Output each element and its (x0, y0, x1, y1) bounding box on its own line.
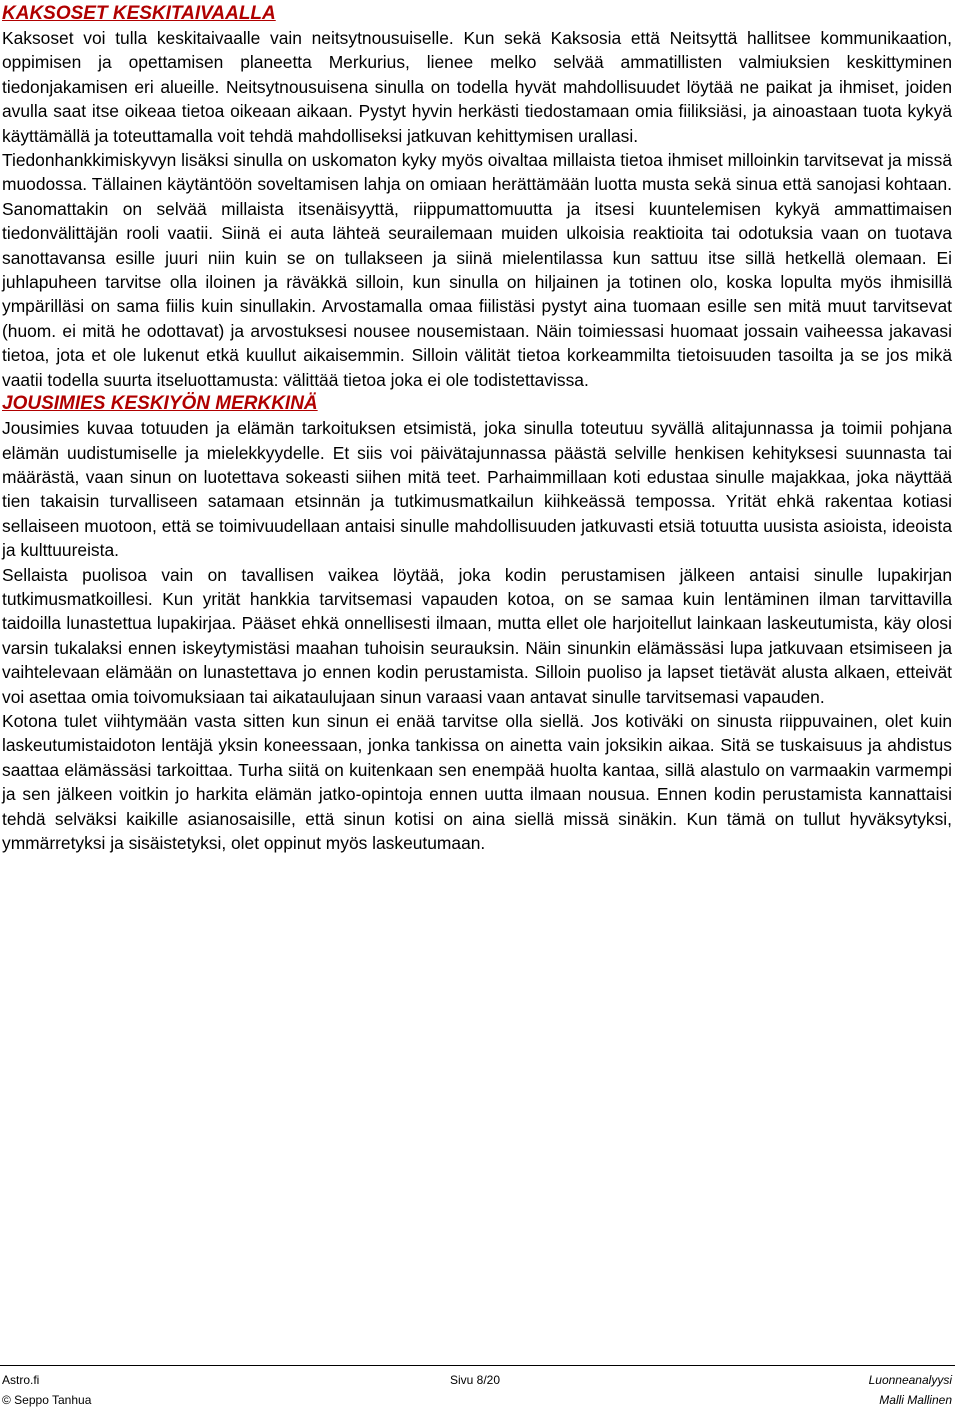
paragraph: Tiedonhankkimiskyvyn lisäksi sinulla on uskomaton kyky myös oivaltaa millaista tietoa ihmiset milloinkin tarvitsevat ja missä muodossa. Tällainen käytäntöön soveltamisen lahja on omiaan herättämään luotta musta sekä sinua että sanojasi kohtaan. Sanomattakin on selvää millaista itsenäisyyttä, riippumattomuutta ja itsesi kuuntelemisen kykyä ammattimaisen tiedonvälittäjän rooli vaatii. Siinä ei auta lähteä seurailemaan muiden ulkoisia reaktioita tai odotuksia vaan on tuotava sanottavansa esille juuri niin kuin se on tullakseen ja siinä mielentilassa kun sattuu itse sillä hetkellä olemaan. Ei juhlapuheen tarvitse olla iloinen ja räväkkä silloin, kun sinulla on hiljainen ja totinen olo, koska lopulta myös ihmisillä ympärilläsi on sama fiilis kuin sinullakin. Arvostamalla omaa fiilistäsi pystyt aina tuomaan esille sen mitä muut tarvitsevat (huom. ei mitä he odottavat) ja arvostuksesi nousee nousemistaan. Näin toimiessasi huomaat jossain vaiheessa jakavasi tietoa, jota et ole lukenut etkä kuullut aikaisemmin. Silloin välität tietoa korkeammilta tietoisuuden tasoilta ja se jos mikä vaatii todella suurta itseluottamusta: välittää tietoa joka ei ole todistettavissa. (2, 150, 952, 390)
footer-author: © Seppo Tanhua (2, 1393, 92, 1407)
paragraph: Sellaista puolisoa vain on tavallisen vaikea löytää, joka kodin perustamisen jälkeen antaisi sinulle lupakirjan tutkimusmatkoillesi. Kun yrität hankkia tarvitsemasi vapauden kotoa, on se samaa kuin lentäminen ilman tarvittavilla taidoilla lunastettua lupakirjaa. Pääset ehkä onnellisesti ilmaan, mutta ellet ole harjoitellut lainkaan laskeutumista, käy olosi varsin tukalaksi ennen iskeytymistäsi maahan tuhoisin seurauksin. Näin sinunkin elämässäsi lupa jatkuvaan etsimiseen ja vaihtelevaan elämään on lunastettava jo ennen kodin perustamista. Silloin puoliso ja lapset tietävät alusta alkaen, etteivät voi asettaa omia toivomuksiaan tai aikataulujaan sinun varaasi vaan antavat sinulle tarvitsemasi vapauden. (2, 564, 952, 707)
section-heading-kaksoset: KAKSOSET KESKITAIVAALLA (2, 3, 276, 24)
paragraph: Kaksoset voi tulla keskitaivaalle vain neitsytnousuiselle. Kun sekä Kaksosia että Neitsyttä hallitsee kommunikaation, oppimisen ja opettamisen planeetta Merkurius, lienee melko selvää ammatillisten valmiuksien keskittyminen tiedonjakamisen eri alueille. Neitsytnousuisena sinulla on todella hyvät mahdollisuudet löytää ne paikat ja ihmiset, joiden avulla saat itse oikeaa tietoa oikeaan aikaan. Pystyt hyvin herkästi tiedostamaan omia fiiliksiäsi, ja ainoastaan tuota kykyä käyttämällä ja toteuttamalla voit tehdä mahdolliseksi jatkuvan kehittymisen urallasi. (2, 28, 952, 146)
paragraph: Kotona tulet viihtymään vasta sitten kun sinun ei enää tarvitse olla siellä. Jos kotiväki on sinusta riippuvainen, olet kuin laskeutumistaidoton lentäjä yksin koneessaan, jonka tankissa on ainetta vain joksikin aikaa. Sitä se tuskaisuus ja ahdistus saattaa elämässäsi tarkoittaa. Turha siitä on kuitenkaan sen enempää huolta kantaa, sillä alastulo on varmaakin varmempi ja sen jälkeen voitkin jo harkita elämän jatko-opintoja ennen uutta ilmaan nousua. Ennen kodin perustamista kannattaisi tehdä selväksi kaikille asianosaisille, että sinun kotisi on aina siellä missä sinäkin. Kun tämä on tullut hyväksytyksi, ymmärretyksi ja sisäistetyksi, olet oppinut myös laskeutumaan. (2, 710, 952, 853)
footer-site: Astro.fi (2, 1373, 40, 1387)
footer-page-number: Sivu 8/20 (450, 1373, 501, 1387)
footer-model-name: Malli Mallinen (879, 1393, 952, 1407)
paragraph: Jousimies kuvaa totuuden ja elämän tarkoituksen etsimistä, joka sinulla toteutuu syvällä alitajunnassa ja toimii pohjana elämän uudistumiselle ja mielekkyydelle. Et siis voi päivätajunnassa päästä selville henkisen kehityksesi suunnasta tai määrästä, vaan sinun on luotettava sokeasti siihen mitä teet. Parhaimmillaan koti edustaa sinulle majakkaa, joka näyttää tien takaisin turvalliseen satamaan etsinnän ja tutkimusmatkailun kiihkeässä tempossa. Yrität ehkä rakentaa kotiasi sellaiseen muotoon, että se toimivuudellaan antaisi sinulle mahdollisuuden jatkuvasti etsiä totuutta uusista asioista, ideoista ja kulttuureista. (2, 418, 952, 561)
footer-divider (0, 1365, 955, 1366)
document-body (2, 2, 952, 855)
footer-doc-type: Luonneanalyysi (868, 1373, 952, 1387)
section-heading-jousimies: JOUSIMIES KESKIYÖN MERKKINÄ (2, 393, 318, 415)
